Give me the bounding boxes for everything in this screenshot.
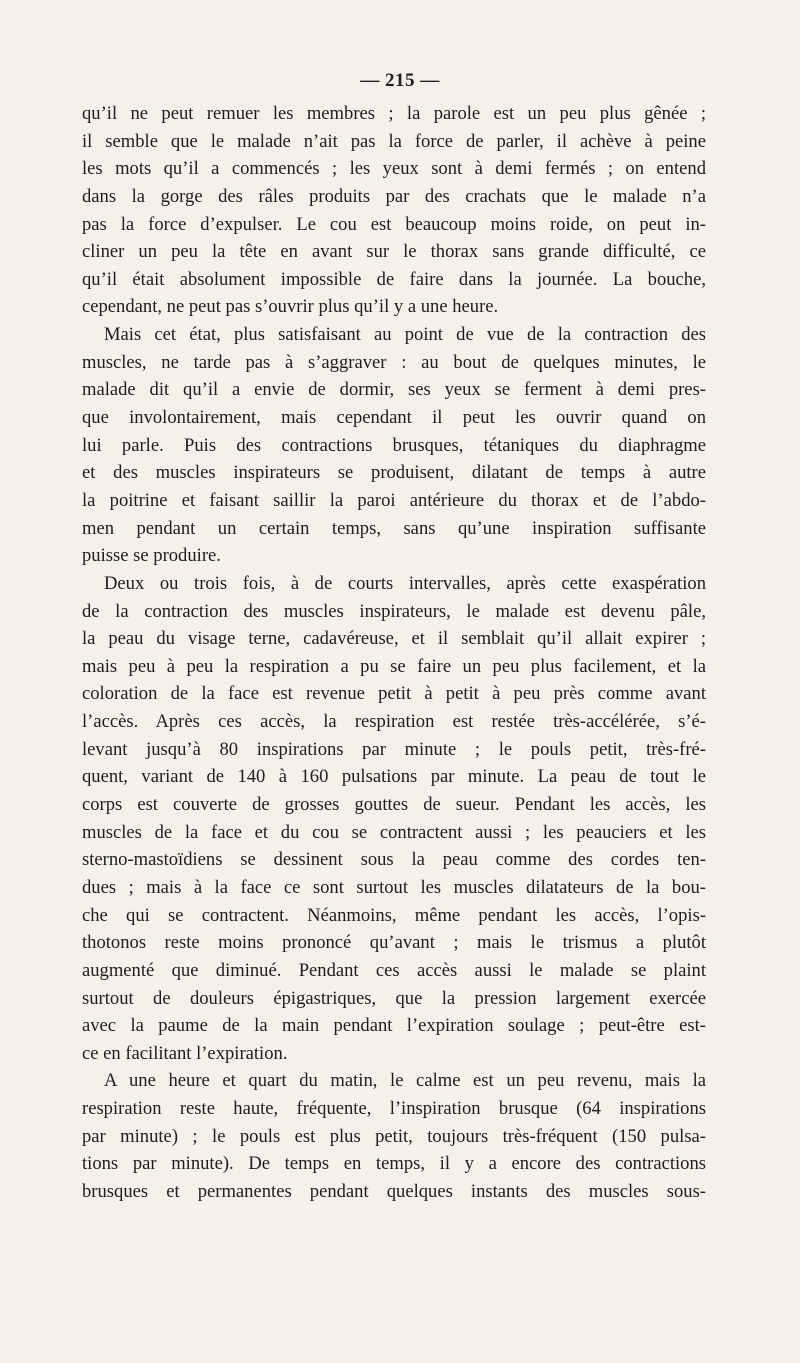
text-line: et des muscles inspirateurs se produisent, dilatant de temps à autre xyxy=(82,462,706,484)
text-line: la poitrine et faisant saillir la paroi antérieure du thorax et de l’abdo- xyxy=(82,489,706,511)
text-line: cliner un peu la tête en avant sur le thorax sans grande difficulté, ce xyxy=(82,241,706,263)
text-line: quent, variant de 140 à 160 pulsations par minute. La peau de tout le xyxy=(82,766,706,788)
text-line: que involontairement, mais cependant il peut les ouvrir quand on xyxy=(82,407,706,429)
text-line: de la contraction des muscles inspirateurs, le malade est devenu pâle, xyxy=(82,600,706,622)
text-line: avec la paume de la main pendant l’expiration soulage ; peut-être est- xyxy=(82,1015,706,1037)
text-line: Mais cet état, plus satisfaisant au point de vue de la contraction des xyxy=(104,324,706,346)
text-line: men pendant un certain temps, sans qu’une inspiration suffisante xyxy=(82,517,706,539)
text-line: ce en facilitant l’expiration. xyxy=(82,1042,288,1064)
text-line: qu’il était absolument impossible de faire dans la journée. La bouche, xyxy=(82,268,706,290)
text-line: puisse se produire. xyxy=(82,545,221,567)
text-line: brusques et permanentes pendant quelques instants des muscles sous- xyxy=(82,1180,706,1202)
text-line: les mots qu’il a commencés ; les yeux sont à demi fermés ; on entend xyxy=(82,158,706,180)
page-number: — 215 — xyxy=(360,70,440,91)
text-line: mais peu à peu la respiration a pu se faire un peu plus facilement, et la xyxy=(82,655,706,677)
text-line: dues ; mais à la face ce sont surtout les muscles dilatateurs de la bou- xyxy=(82,876,706,898)
text-line: tions par minute). De temps en temps, il y a encore des contractions xyxy=(82,1153,706,1175)
text-line: respiration reste haute, fréquente, l’inspiration brusque (64 inspirations xyxy=(82,1098,706,1120)
text-line: il semble que le malade n’ait pas la force de parler, il achève à peine xyxy=(82,130,706,152)
text-line: levant jusqu’à 80 inspirations par minute ; le pouls petit, très-fré- xyxy=(82,738,706,760)
text-line: cependant, ne peut pas s’ouvrir plus qu’il y a une heure. xyxy=(82,296,499,318)
text-line: thotonos reste moins prononcé qu’avant ; mais le trismus a plutôt xyxy=(82,932,706,954)
text-line: che qui se contractent. Néanmoins, même pendant les accès, l’opis- xyxy=(82,904,706,926)
text-line: augmenté que diminué. Pendant ces accès aussi le malade se plaint xyxy=(82,959,706,981)
text-line: dans la gorge des râles produits par des crachats que le malade n’a xyxy=(82,185,706,207)
text-line: la peau du visage terne, cadavéreuse, et il semblait qu’il allait expirer ; xyxy=(82,628,706,650)
text-line: pas la force d’expulser. Le cou est beaucoup moins roide, on peut in- xyxy=(82,213,706,235)
body-text xyxy=(82,100,706,1206)
text-line: Deux ou trois fois, à de courts intervalles, après cette exaspération xyxy=(104,572,706,594)
text-line: l’accès. Après ces accès, la respiration est restée très-accélérée, s’é- xyxy=(82,711,706,733)
text-line: malade dit qu’il a envie de dormir, ses yeux se ferment à demi pres- xyxy=(82,379,706,401)
text-line: corps est couverte de grosses gouttes de sueur. Pendant les accès, les xyxy=(82,794,706,816)
text-line: sterno-mastoïdiens se dessinent sous la peau comme des cordes ten- xyxy=(82,849,706,871)
text-line: muscles, ne tarde pas à s’aggraver : au bout de quelques minutes, le xyxy=(82,351,706,373)
text-line: coloration de la face est revenue petit à petit à peu près comme avant xyxy=(82,683,706,705)
text-line: A une heure et quart du matin, le calme est un peu revenu, mais la xyxy=(104,1070,706,1092)
text-line: surtout de douleurs épigastriques, que la pression largement exercée xyxy=(82,987,706,1009)
text-line: qu’il ne peut remuer les membres ; la parole est un peu plus gênée ; xyxy=(82,103,706,124)
text-line: muscles de la face et du cou se contractent aussi ; les peauciers et les xyxy=(82,821,706,843)
text-line: lui parle. Puis des contractions brusques, tétaniques du diaphragme xyxy=(82,434,706,456)
text-line: par minute) ; le pouls est plus petit, toujours très-fréquent (150 pulsa- xyxy=(82,1125,706,1147)
